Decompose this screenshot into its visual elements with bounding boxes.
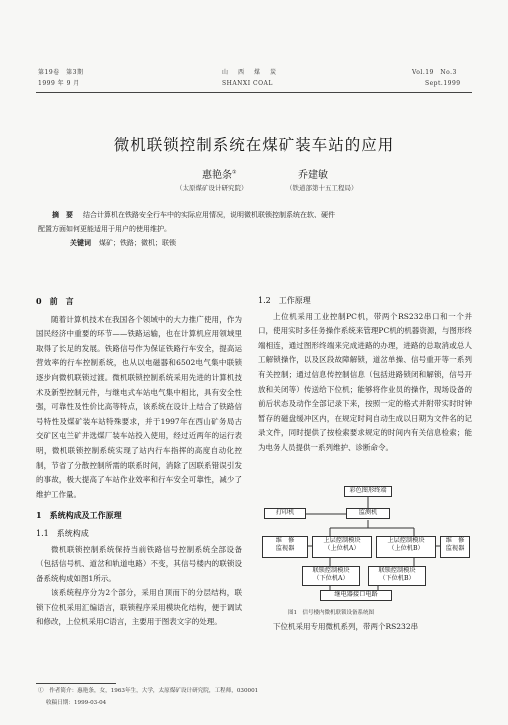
footnote-rule <box>36 683 116 684</box>
header-journal: 山 西 煤 炭 <box>222 69 279 76</box>
keywords-label: 关键词 <box>70 238 91 247</box>
abstract-line-1 <box>38 208 470 222</box>
figure-caption: 图1 信号楼内微机联锁设备系统图 <box>288 610 375 616</box>
header-volume-en: Vol.19 No.3 <box>412 69 457 76</box>
author-2: 乔建敏 <box>298 170 328 181</box>
header-date-en: Sept.1999 <box>425 80 461 87</box>
box-upper-module-a: 上层控制模块 （上位机A） <box>312 536 372 558</box>
box-color-terminal: 彩色图形终端 <box>344 486 392 497</box>
left-column <box>36 294 242 630</box>
subsection-1-1-heading: 1.1 系统构成 <box>36 528 89 538</box>
figure-1 <box>258 484 472 710</box>
keywords-text: 煤矿；铁路；微机；联锁 <box>99 239 176 247</box>
right-column <box>258 294 472 456</box>
header-journal-en: SHANXI COAL <box>222 80 273 87</box>
box-maintenance-monitor-right: 维 修 监视器 <box>440 536 470 558</box>
subsection-1-2-heading: 1.2 工作原理 <box>258 296 311 305</box>
abstract <box>38 208 470 250</box>
section-0-heading: 0 前 言 <box>36 296 74 306</box>
section-0-body: 随着计算机技术在我国各个领域中的大力推广使用，作为国民经济中重要的环节——铁路运输，也在计算机应用领域里取得了长足的发展。铁路信号作为保证铁路行车安全，提高运营效率的行车控制系统，也从以电磁器和6502电气集中联锁逐步向微机联锁过渡。微机联锁控制系统采用先进的计算机技术及新型控制元件，与继电式车站电气集中相比，具有安全性强，可靠性及性价比高等特点，该系统在设计上结合了铁路信号特性及煤矿装车站特殊要求，并于1997年在西山矿务局古交矿区屯兰矿井选煤厂装车站投入使用，经过近两年的运行表明，微机联锁控制系统实现了站内行车指挥的高度自动化控制，节省了分散控制所需的联系时间，消除了因联系错误引发的事故，极大提高了车站作业效率和行车安全可靠性，减少了维护工作量。 <box>36 314 242 499</box>
box-relay-interface: 继电器接口电路 <box>320 590 392 601</box>
footnote-received: 收稿日期：1999-03-04 <box>46 700 107 706</box>
abstract-text-2: 配置方面如何更能适用于用户的使用维护。 <box>38 225 171 233</box>
keywords-line <box>38 236 470 250</box>
right-column-tail-text: 下位机采用专用微机系列，带两个RS232串 <box>273 622 419 631</box>
article-title: 微机联锁控制系统在煤矿装车站的应用 <box>113 136 395 154</box>
right-column-tail <box>258 620 472 635</box>
header-volume: 第19卷 第3期 <box>38 69 84 76</box>
footnote-author: ① 作者简介：惠艳条，女，1963年生，大学，太原煤矿设计研究院，工程师，030001 <box>38 688 259 694</box>
author-1-name: 惠艳条 <box>202 170 232 181</box>
box-interlock-module-b: 联锁控制模块 （下位机B） <box>368 566 426 586</box>
header-rule <box>36 92 472 93</box>
author-1-affiliation: （太原煤矿设计研究院） <box>176 184 248 192</box>
author-2-affiliation: （铁道部第十五工程局） <box>286 184 358 192</box>
author-1-mark: ① <box>232 169 237 176</box>
abstract-label: 摘 要 <box>52 210 73 219</box>
subsection-1-2-body: 上位机采用工业控制PC机，带两个RS232串口和一个并口，使用实时多任务操作系统来管理PC机的机器资源，与图形终端相连，通过图形终端来完成进路的办理，进路的总取消或总人工解锁操作，以及区段故障解锁，道岔单操、信号重开等一系列有关控制；通过信息传控制信息（包括进路锁闭和解锁，信号开放和关闭等）传送给下位机；能够将作业员的操作，现场设备的前后状态及动作全部记录下来，按照一定的格式并附带实时时钟暂存的磁盘缓冲区内，在规定时间自动生成以日期为文件名的记录文件，同时提供了按检索要求规定的时间内有关信息检索；能为电务人员提供一系列维护、诊断命令。 <box>258 311 472 452</box>
author-1 <box>202 166 236 181</box>
subsection-1-1-para-2: 该系统程序分为2个部分，采用自顶而下的分层结构，联锁下位机采用汇编语言，联锁程序采用模块化结构，便于调试和修改，上位机采用C语言，主要用于图表文字的处理。 <box>36 588 242 627</box>
header-date: 1999 年 9 月 <box>38 80 80 87</box>
subsection-1-1-para-1: 微机联锁控制系统保持当前铁路信号控制系统全部设备（包括信号机、道岔和轨道电路）不变，其信号楼内的联锁设备系统构成如图1所示。 <box>36 544 242 583</box>
box-maintenance-monitor-left: 维 修 监视器 <box>262 536 308 558</box>
section-1-heading: 1 系统构成及工作原理 <box>36 510 122 521</box>
box-upper-module-b: 上层控制模块 （上位机B） <box>376 536 436 558</box>
box-monitor-host: 监测机 <box>346 508 390 519</box>
box-interlock-module-a: 联锁控制模块 （下位机A） <box>302 566 360 586</box>
box-printer: 打印机 <box>264 508 306 519</box>
abstract-text-1: 结合计算机在铁路安全行车中的实际应用情况，说明微机联锁控制系统在软、硬件 <box>83 211 335 219</box>
